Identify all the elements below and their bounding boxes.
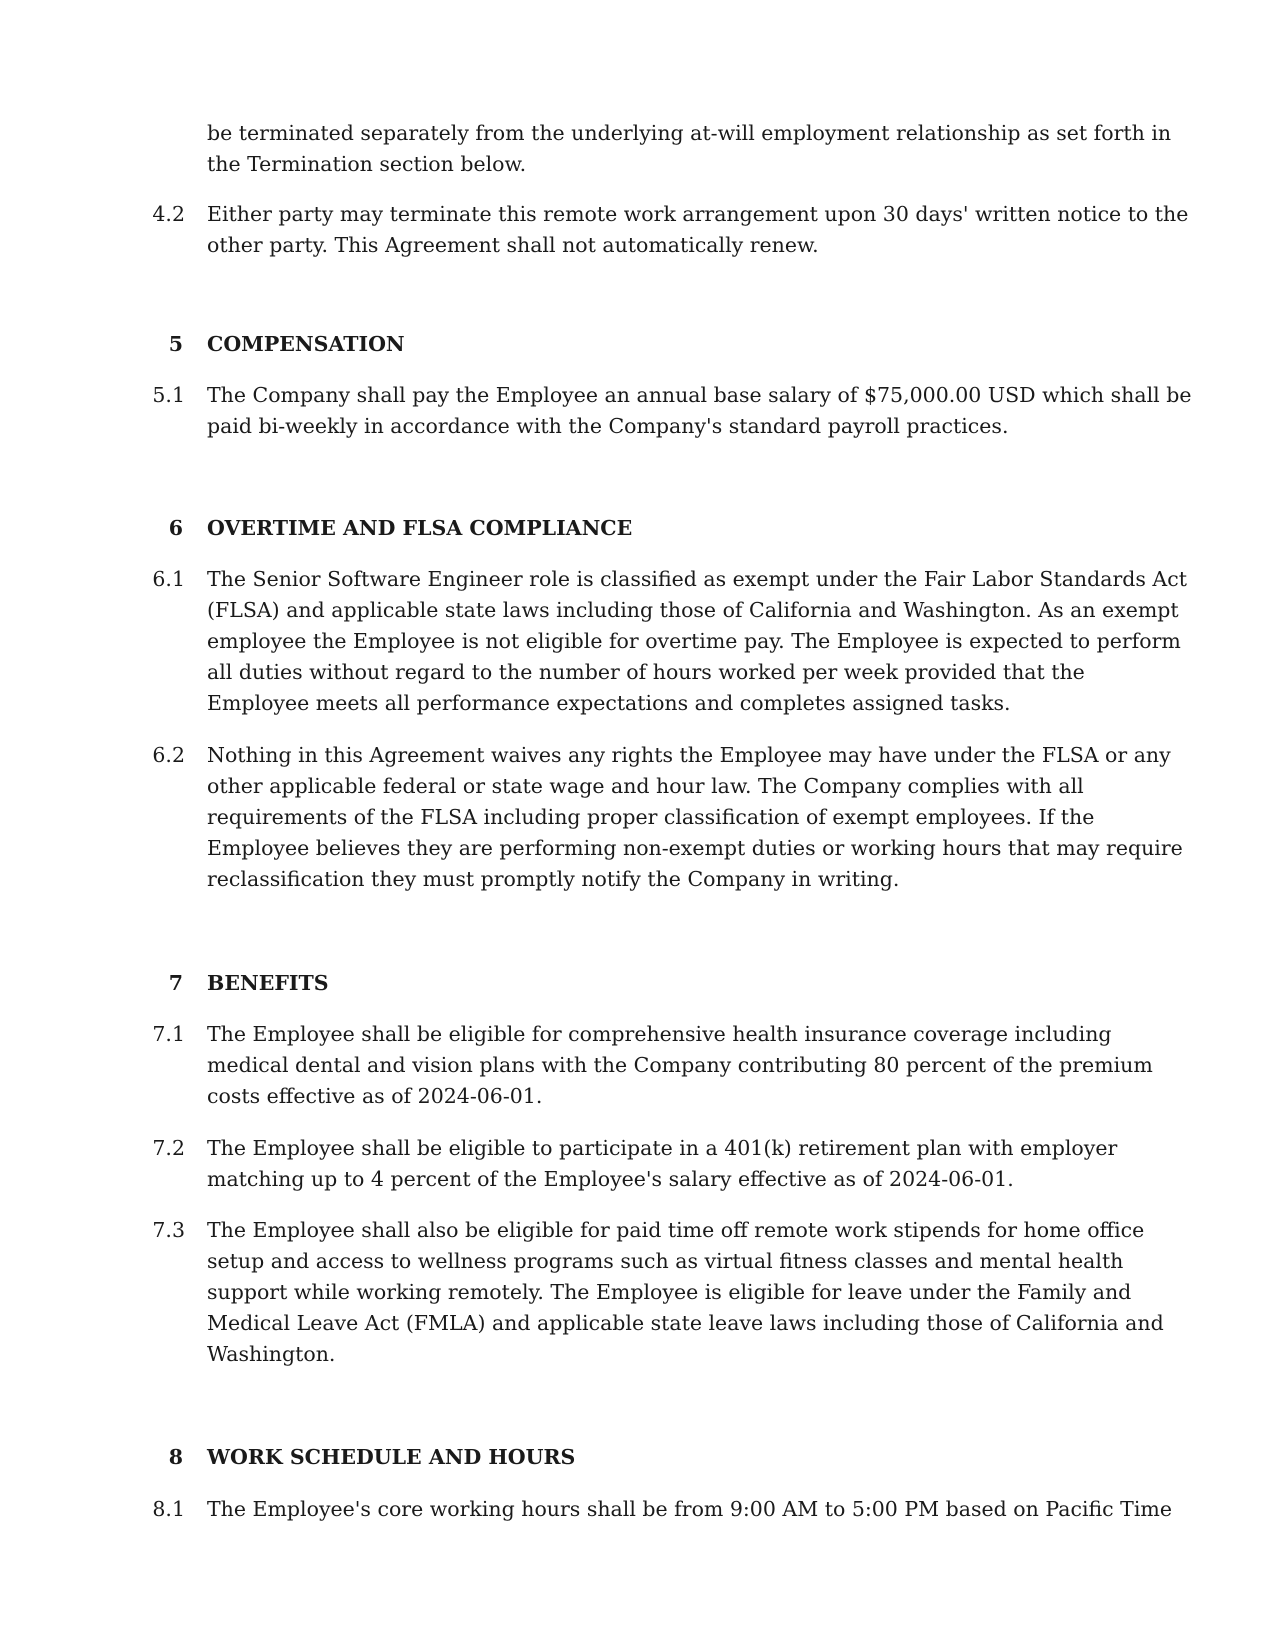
clause-number: 5.1 [152, 383, 185, 407]
section-number: 6 [168, 516, 183, 540]
section-title: WORK SCHEDULE AND HOURS [207, 1445, 576, 1469]
clause-line: Medical Leave Act (FMLA) and applicable state leave laws including those of California and [207, 1311, 1164, 1335]
clause-line: costs effective as of 2024-06-01. [207, 1084, 543, 1108]
clause-line: other applicable federal or state wage and hour law. The Company complies with all [207, 774, 1084, 798]
clause-line: matching up to 4 percent of the Employee's salary effective as of 2024-06-01. [207, 1167, 1014, 1191]
clause-number: 7.1 [152, 1022, 185, 1046]
clause-line: The Employee's core working hours shall be from 9:00 AM to 5:00 PM based on Pacific Time [207, 1497, 1172, 1521]
clause-number: 7.2 [152, 1136, 185, 1160]
clause-line: all duties without regard to the number of hours worked per week provided that the [207, 660, 1085, 684]
clause-line: be terminated separately from the underlying at-will employment relationship as set forth in [207, 121, 1172, 145]
clause-line: other party. This Agreement shall not automatically renew. [207, 233, 819, 257]
clause-line: employee the Employee is not eligible for overtime pay. The Employee is expected to perform [207, 629, 1181, 653]
clause-number: 8.1 [152, 1497, 185, 1521]
clause-line: Nothing in this Agreement waives any rights the Employee may have under the FLSA or any [207, 743, 1171, 767]
clause-line: Employee believes they are performing non-exempt duties or working hours that may require [207, 836, 1183, 860]
section-title: COMPENSATION [207, 332, 405, 356]
clause-line: support while working remotely. The Employee is eligible for leave under the Family and [207, 1280, 1132, 1304]
clause-line: The Employee shall be eligible for comprehensive health insurance coverage including [207, 1022, 1112, 1046]
section-number: 8 [168, 1445, 183, 1469]
section-number: 5 [168, 332, 183, 356]
clause-line: medical dental and vision plans with the Company contributing 80 percent of the premium [207, 1053, 1153, 1077]
section-title: BENEFITS [207, 971, 329, 995]
clause-line: The Employee shall be eligible to participate in a 401(k) retirement plan with employer [207, 1136, 1118, 1160]
clause-number: 7.3 [152, 1218, 185, 1242]
clause-line: Washington. [207, 1342, 336, 1366]
clause-line: paid bi-weekly in accordance with the Company's standard payroll practices. [207, 414, 1009, 438]
clause-line: (FLSA) and applicable state laws including those of California and Washington. As an exempt [207, 598, 1179, 622]
section-number: 7 [168, 971, 183, 995]
clause-number: 6.2 [152, 743, 185, 767]
clause-line: reclassification they must promptly notify the Company in writing. [207, 867, 900, 891]
clause-number: 6.1 [152, 567, 185, 591]
clause-line: Either party may terminate this remote work arrangement upon 30 days' written notice to the [207, 202, 1189, 226]
section-title: OVERTIME AND FLSA COMPLIANCE [207, 516, 633, 540]
clause-line: The Senior Software Engineer role is classified as exempt under the Fair Labor Standards Act [207, 567, 1187, 591]
clause-line: Employee meets all performance expectations and completes assigned tasks. [207, 691, 1011, 715]
clause-line: The Employee shall also be eligible for paid time off remote work stipends for home office [207, 1218, 1145, 1242]
clause-line: setup and access to wellness programs such as virtual fitness classes and mental health [207, 1249, 1124, 1273]
clause-number: 4.2 [152, 202, 185, 226]
clause-line: The Company shall pay the Employee an annual base salary of $75,000.00 USD which shall be [207, 383, 1192, 407]
clause-line: the Termination section below. [207, 152, 527, 176]
clause-line: requirements of the FLSA including proper classification of exempt employees. If the [207, 805, 1095, 829]
